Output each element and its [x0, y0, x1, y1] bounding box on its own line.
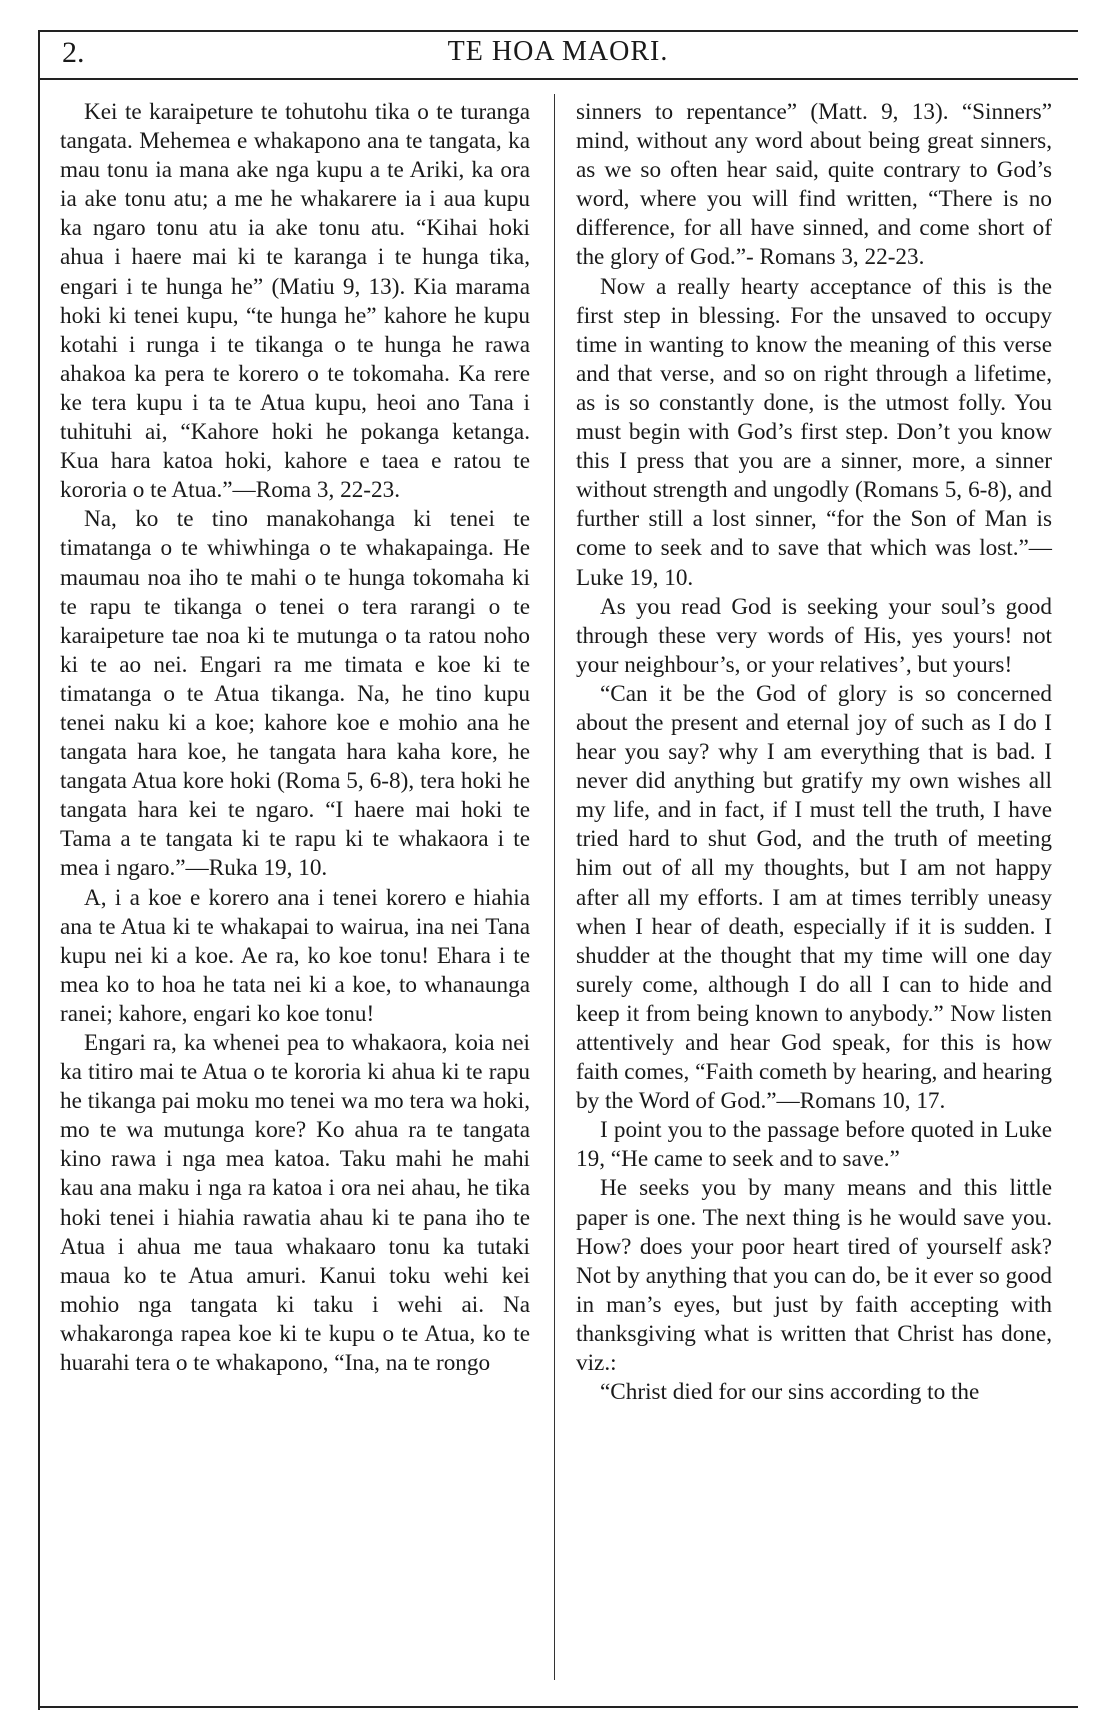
right-paragraph-2: Now a really hearty acceptance of this is the first step in blessing. For the unsaved to occupy time in wanting to know the meaning of this verse and that verse, and so on right through a lifetime, as is so constantly done, is the utmost folly. You must begin with God’s first step. Don’t you know this I press that you are a sinner, more, a sinner without strength and ungodly (Romans 5, 6-8), and further still a lost sinner, “for the Son of Man is come to seek and to save that which was lost.”—Luke 19, 10.	[576, 273, 1052, 591]
left-paragraph-2: Na, ko te tino manakohanga ki tenei te timatanga o te whiwhinga o te whakapainga. He maumau noa iho te mahi o te hunga tokomaha ki te rapu te tikanga o tenei o tera rarangi o te karaipeture tae noa ki te mutunga o ta ratou noho ki te ao nei. Engari ra me timata e koe ki te timatanga o te Atua tikanga. Na, he tino kupu tenei naku ki a koe; kahore koe e mohio ana he tangata hara koe, he tangata hara kaha kore, he tangata Atua kore hoki (Roma 5, 6-8), tera hoki he tangata hara kei te ngaro. “I haere mai hoki te Tama a te tangata ki te rapu ki te whakaora i te mea i ngaro.”—Ruka 19, 10.	[60, 506, 530, 882]
right-paragraph-4: “Can it be the God of glory is so concerned about the present and eternal joy of such as I do I hear you say? why I am everything that is bad. I never did anything but gratify my own wishes all my life, and in fact, if I must tell the truth, I have tried hard to shut God, and the truth of meeting him out of all my thoughts, but I am not happy after all my efforts. I am at times terribly uneasy when I hear of death, especially if it is sudden. I shudder at the thought that my time will one day surely come, although I do all I can to hide and keep it from being known to anybody.” Now listen attentively and hear God speak, for this is how faith comes, “Faith cometh by hearing, and hearing by the Word of God.”—Romans 10, 17.	[576, 680, 1052, 1115]
right-paragraph-5: I point you to the passage before quoted in Luke 19, “He came to seek and to save.”	[576, 1117, 1052, 1173]
left-paragraph-1: Kei te karaipeture te tohutohu tika o te turanga tangata. Mehemea e whakapono ana te tangata, ka mau tonu ia mana ake nga kupu a te Ariki, ka ora ia ake tonu atu; a me he whakarere ia i aua kupu ka ngaro tonu atu ia ake tonu atu. “Kihai hoki ahua i haere mai ki te karanga i te hunga tika, engari i te hunga he” (Matiu 9, 13). Kia marama hoki ki tenei kupu, “te hunga he” kahore he kupu kotahi i runga i te tikanga o te hunga he rawa ahakoa ka pera te korero o te tokomaha. Ka rere ke tera kupu i ta te Atua kupu, heoi ano Tana i tuhituhi ai, “Kahore hoki he pokanga ketanga. Kua hara katoa hoki, kahore e taea e ratou te kororia o te Atua.”—Roma 3, 22-23.	[60, 99, 530, 504]
page-border-left	[38, 30, 40, 1710]
column-divider	[554, 94, 555, 1680]
right-paragraph-7: “Christ died for our sins according to the	[600, 1379, 980, 1406]
running-head-title: TE HOA MAORI.	[447, 36, 669, 67]
header-rule	[38, 78, 1078, 80]
left-paragraph-4: Engari ra, ka whenei pea to whakaora, koia nei ka titiro mai te Atua o te kororia ki ahua ki te rapu he tikanga pai moku mo tenei wa mo tera wa hoki, mo te wa mutunga kore? Ko ahua ra te tangata kino rawa i nga mea katoa. Taku mahi he mahi kau ana maku i nga ra katoa i ora nei ahau, he tika hoki tenei i hiahia rawatia ahau ki te pana iho te Atua i ahua me taua whakaaro tonu ka tutaki maua ko te Atua amuri. Kanui toku wehi kei mohio nga tangata ki taku i wehi ai. Na whakaronga rapea koe ki te kupu o te Atua, ko te huarahi tera o te whakapono, “Ina, na te rongo	[60, 1030, 530, 1377]
right-paragraph-1: sinners to repentance” (Matt. 9, 13). “Sinners” mind, without any word about being great sinners, as we so often hear said, quite contrary to God’s word, where you will find written, “There is no difference, for all have sinned, and come short of the glory of God.”- Romans 3, 22-23.	[576, 99, 1052, 271]
newspaper-page	[38, 30, 1078, 1710]
right-paragraph-6: He seeks you by many means and this little paper is one. The next thing is he would save you. How? does your poor heart tired of yourself ask? Not by anything that you can do, be it ever so good in man’s eyes, but just by faith accepting with thanksgiving what is written that Christ has done, viz.:	[576, 1175, 1052, 1377]
bottom-rule	[38, 1706, 1078, 1708]
left-column	[60, 98, 530, 1378]
page-number: 2.	[62, 36, 85, 69]
top-rule	[38, 30, 1078, 32]
right-column	[576, 98, 1052, 1407]
left-paragraph-3: A, i a koe e korero ana i tenei korero e hiahia ana te Atua ki te whakapai to wairua, ina nei Tana kupu nei ki a koe. Ae ra, ko koe tonu! Ehara i te mea ko to hoa he tata nei ki a koe, to whanaunga ranei; kahore, engari ko koe tonu!	[60, 884, 530, 1027]
right-paragraph-3: As you read God is seeking your soul’s good through these very words of His, yes yours! not your neighbour’s, or your relatives’, but yours!	[576, 593, 1052, 678]
